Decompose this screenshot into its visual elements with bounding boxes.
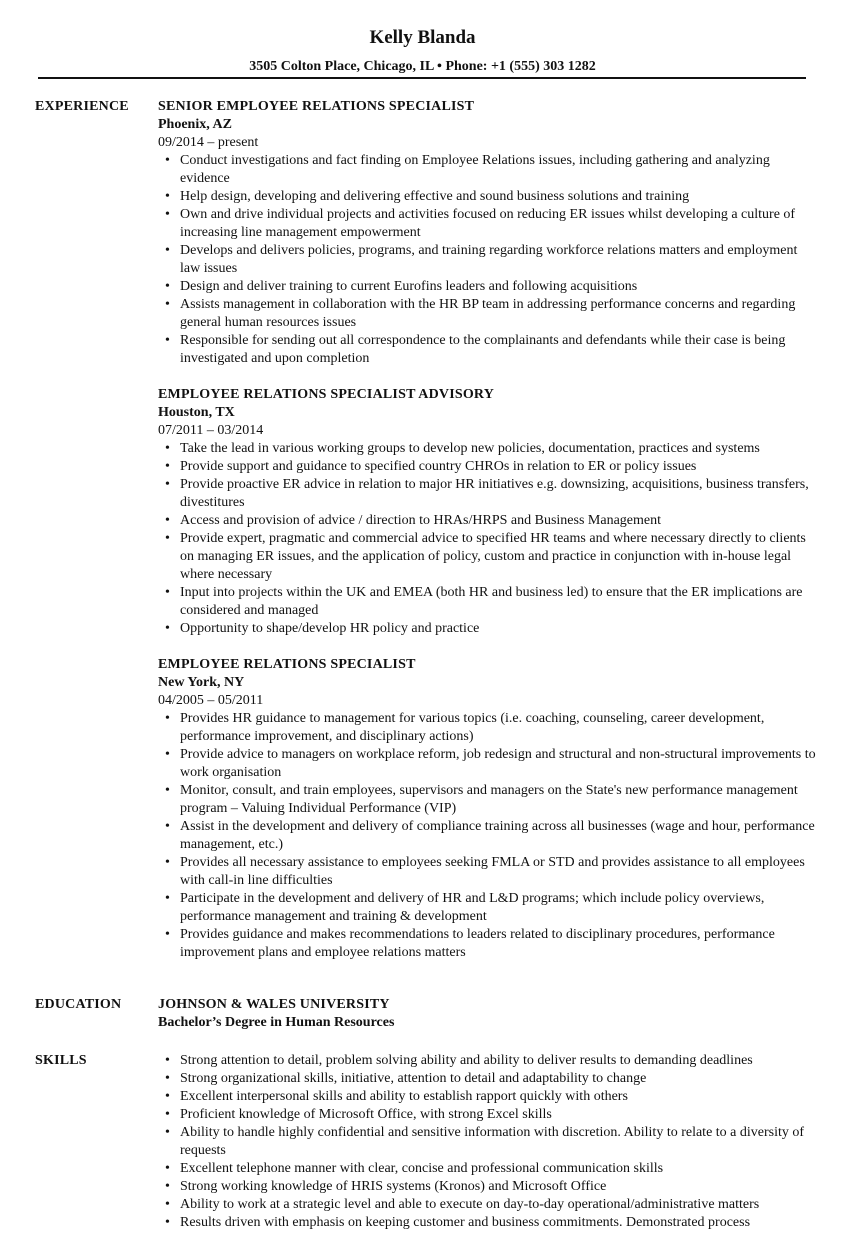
- list-item: • Design and deliver training to current Eurofins leaders and following acquisitions: [158, 278, 818, 296]
- job-title: SENIOR EMPLOYEE RELATIONS SPECIALIST: [158, 99, 475, 114]
- list-item: • Ability to work at a strategic level and able to execute on day-to-day operational/administrative matters: [158, 1196, 818, 1214]
- list-item: • Provides HR guidance to management for various topics (i.e. coaching, counseling, career development, performance improvement, and disciplinary actions): [158, 710, 818, 746]
- list-item: • Strong organizational skills, initiative, attention to detail and adaptability to change: [158, 1070, 818, 1088]
- skills-section: [158, 1052, 818, 1232]
- list-item: • Help design, developing and delivering effective and sound business solutions and training: [158, 188, 818, 206]
- list-item: • Provides all necessary assistance to employees seeking FMLA or STD and provides assistance to all employees with call-in line difficulties: [158, 854, 818, 890]
- list-item: • Provide support and guidance to specified country CHROs in relation to ER or policy issues: [158, 458, 818, 476]
- degree: Bachelor’s Degree in Human Resources: [158, 1015, 395, 1030]
- job-title: EMPLOYEE RELATIONS SPECIALIST ADVISORY: [158, 387, 495, 402]
- candidate-name: Kelly Blanda: [369, 27, 476, 48]
- list-item: • Provide advice to managers on workplace reform, job redesign and structural and non-structural improvements to work organisation: [158, 746, 818, 782]
- list-item: • Provide proactive ER advice in relation to major HR initiatives e.g. downsizing, acquisitions, business transfers, divestitures: [158, 476, 818, 512]
- list-item: • Conduct investigations and fact finding on Employee Relations issues, including gathering and analyzing evidence: [158, 152, 818, 188]
- list-item: • Excellent telephone manner with clear, concise and professional communication skills: [158, 1160, 818, 1178]
- list-item: • Results driven with emphasis on keeping customer and business commitments. Demonstrated process: [158, 1214, 818, 1232]
- job-bullets: [158, 152, 818, 368]
- job-entry: [158, 656, 818, 962]
- list-item: • Ability to handle highly confidential and sensitive information with discretion. Ability to relate to a diversity of requests: [158, 1124, 818, 1160]
- list-item: • Responsible for sending out all correspondence to the complainants and defendants while their case is being investigated and upon completion: [158, 332, 818, 368]
- list-item: • Proficient knowledge of Microsoft Office, with strong Excel skills: [158, 1106, 818, 1124]
- list-item: • Access and provision of advice / direction to HRAs/HRPS and Business Management: [158, 512, 818, 530]
- job-location: Phoenix, AZ: [158, 117, 232, 132]
- education-heading: EDUCATION: [35, 997, 122, 1012]
- header-divider: [38, 77, 806, 79]
- list-item: • Strong attention to detail, problem solving ability and ability to deliver results to demanding deadlines: [158, 1052, 818, 1070]
- list-item: • Provide expert, pragmatic and commercial advice to specified HR teams and where necessary directly to clients on managing ER issues, and the application of policy, custom and practice in conjunction with in-house legal where necessary: [158, 530, 818, 584]
- job-entry: [158, 386, 818, 638]
- job-dates: 09/2014 – present: [158, 135, 259, 150]
- job-bullets: [158, 710, 818, 962]
- skills-heading: SKILLS: [35, 1053, 87, 1068]
- job-title: EMPLOYEE RELATIONS SPECIALIST: [158, 657, 416, 672]
- job-dates: 07/2011 – 03/2014: [158, 423, 264, 438]
- contact-line: 3505 Colton Place, Chicago, IL • Phone: +1 (555) 303 1282: [249, 59, 596, 74]
- list-item: • Own and drive individual projects and activities focused on reducing ER issues whilst developing a culture of increasing line management empowerment: [158, 206, 818, 242]
- list-item: • Monitor, consult, and train employees, supervisors and managers on the State's new performance management program – Valuing Individual Performance (VIP): [158, 782, 818, 818]
- experience-heading: EXPERIENCE: [35, 99, 129, 114]
- list-item: • Take the lead in various working groups to develop new policies, documentation, practices and systems: [158, 440, 818, 458]
- experience-section: [158, 98, 818, 980]
- list-item: • Opportunity to shape/develop HR policy and practice: [158, 620, 818, 638]
- list-item: • Input into projects within the UK and EMEA (both HR and business led) to ensure that the ER implications are considered and managed: [158, 584, 818, 620]
- job-location: Houston, TX: [158, 405, 235, 420]
- list-item: • Develops and delivers policies, programs, and training regarding workforce relations matters and employment law issues: [158, 242, 818, 278]
- list-item: • Provides guidance and makes recommendations to leaders related to disciplinary procedures, performance improvement plans and employee relations matters: [158, 926, 818, 962]
- job-bullets: [158, 440, 818, 638]
- education-section: [158, 996, 818, 1032]
- job-dates: 04/2005 – 05/2011: [158, 693, 264, 708]
- school-name: JOHNSON & WALES UNIVERSITY: [158, 997, 390, 1012]
- list-item: • Assist in the development and delivery of compliance training across all businesses (wage and hour, performance management, etc.): [158, 818, 818, 854]
- list-item: • Participate in the development and delivery of HR and L&D programs; which include policy overviews, performance management and training & development: [158, 890, 818, 926]
- list-item: • Excellent interpersonal skills and ability to establish rapport quickly with others: [158, 1088, 818, 1106]
- job-entry: [158, 98, 818, 368]
- list-item: • Strong working knowledge of HRIS systems (Kronos) and Microsoft Office: [158, 1178, 818, 1196]
- list-item: • Assists management in collaboration with the HR BP team in addressing performance concerns and regarding general human resources issues: [158, 296, 818, 332]
- job-location: New York, NY: [158, 675, 245, 690]
- skills-list: [158, 1052, 818, 1232]
